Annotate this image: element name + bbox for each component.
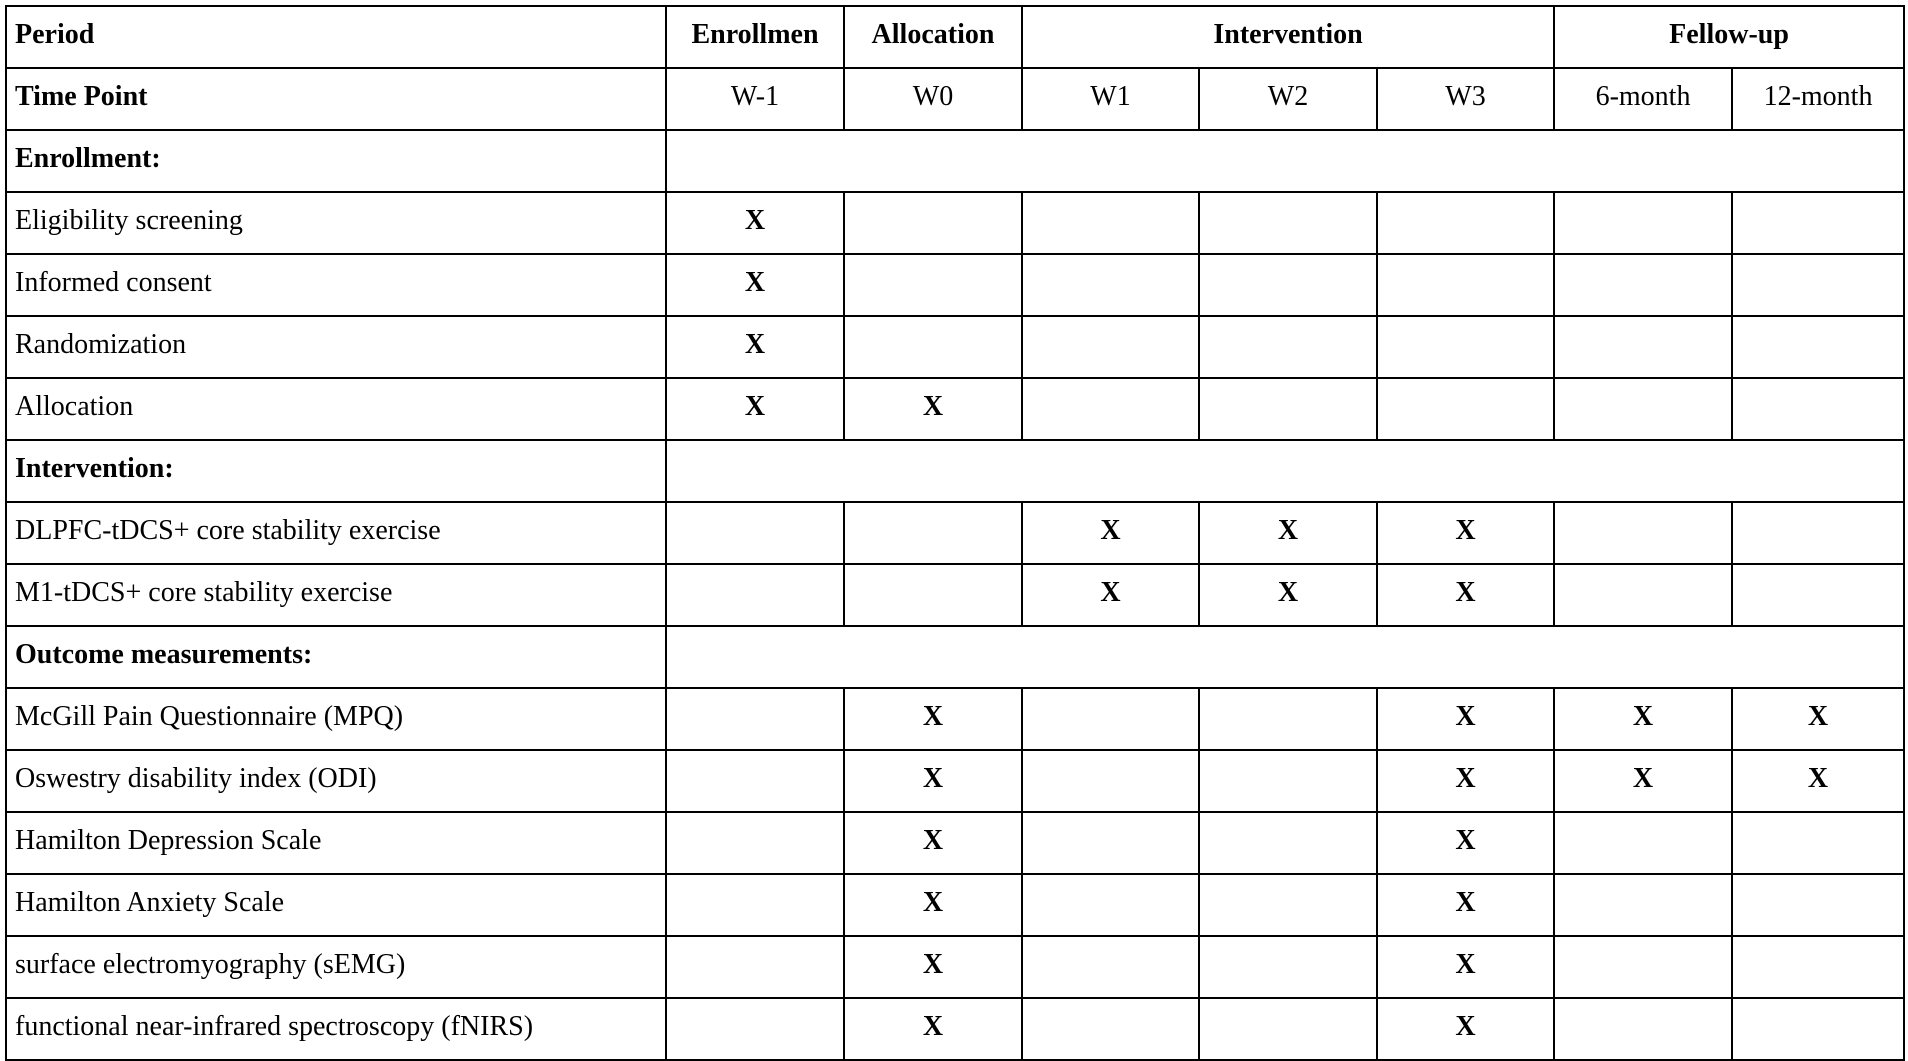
empty-cell: [666, 750, 844, 812]
empty-cell: [1732, 812, 1904, 874]
table-row: [6, 564, 1904, 626]
table-row: [6, 316, 1904, 378]
empty-cell: [1022, 688, 1199, 750]
section-title: Intervention:: [6, 440, 666, 502]
empty-cell: [1022, 192, 1199, 254]
timepoint-cell: 12-month: [1732, 68, 1904, 130]
empty-cell: [1022, 998, 1199, 1060]
section-header-row: [6, 130, 1904, 192]
empty-cell: [1199, 192, 1377, 254]
mark-cell: X: [666, 254, 844, 316]
empty-cell: [1732, 936, 1904, 998]
row-label: Randomization: [6, 316, 666, 378]
table-row: [6, 812, 1904, 874]
empty-cell: [1022, 316, 1199, 378]
mark-cell: X: [1377, 936, 1554, 998]
empty-cell: [1199, 688, 1377, 750]
row-label: Allocation: [6, 378, 666, 440]
mark-cell: X: [1199, 502, 1377, 564]
empty-cell: [1377, 316, 1554, 378]
empty-cell: [666, 688, 844, 750]
section-spacer: [666, 440, 1904, 502]
empty-cell: [1199, 316, 1377, 378]
schedule-table: [5, 5, 1905, 1061]
row-label: Hamilton Depression Scale: [6, 812, 666, 874]
empty-cell: [1732, 874, 1904, 936]
empty-cell: [1732, 564, 1904, 626]
mark-cell: X: [1554, 750, 1732, 812]
section-spacer: [666, 130, 1904, 192]
mark-cell: X: [1377, 564, 1554, 626]
mark-cell: X: [1377, 874, 1554, 936]
empty-cell: [1022, 378, 1199, 440]
mark-cell: X: [1554, 688, 1732, 750]
empty-cell: [1554, 254, 1732, 316]
empty-cell: [666, 564, 844, 626]
table-row: [6, 998, 1904, 1060]
timepoint-cell: W-1: [666, 68, 844, 130]
period-row: [6, 6, 1904, 68]
empty-cell: [1554, 564, 1732, 626]
table-row: [6, 378, 1904, 440]
row-label: Informed consent: [6, 254, 666, 316]
mark-cell: X: [1377, 502, 1554, 564]
timepoint-cell: W1: [1022, 68, 1199, 130]
empty-cell: [844, 502, 1022, 564]
mark-cell: X: [1732, 750, 1904, 812]
empty-cell: [1377, 254, 1554, 316]
timepoint-cell: 6-month: [1554, 68, 1732, 130]
mark-cell: X: [844, 874, 1022, 936]
empty-cell: [1732, 254, 1904, 316]
mark-cell: X: [1022, 502, 1199, 564]
empty-cell: [844, 316, 1022, 378]
empty-cell: [1732, 316, 1904, 378]
mark-cell: X: [1377, 688, 1554, 750]
row-label: surface electromyography (sEMG): [6, 936, 666, 998]
empty-cell: [1022, 254, 1199, 316]
row-label: Hamilton Anxiety Scale: [6, 874, 666, 936]
mark-cell: X: [1199, 564, 1377, 626]
empty-cell: [1554, 316, 1732, 378]
empty-cell: [1022, 750, 1199, 812]
table-row: [6, 750, 1904, 812]
table-row: [6, 936, 1904, 998]
mark-cell: X: [844, 812, 1022, 874]
mark-cell: X: [1022, 564, 1199, 626]
empty-cell: [1554, 378, 1732, 440]
empty-cell: [1554, 192, 1732, 254]
empty-cell: [666, 812, 844, 874]
table-row: [6, 502, 1904, 564]
timepoint-row: [6, 68, 1904, 130]
empty-cell: [1199, 378, 1377, 440]
mark-cell: X: [1377, 812, 1554, 874]
empty-cell: [1732, 192, 1904, 254]
table-row: [6, 254, 1904, 316]
row-label: DLPFC-tDCS+ core stability exercise: [6, 502, 666, 564]
table-row: [6, 192, 1904, 254]
period-follow-up: Fellow-up: [1554, 6, 1904, 68]
empty-cell: [844, 564, 1022, 626]
empty-cell: [1377, 378, 1554, 440]
empty-cell: [666, 998, 844, 1060]
section-title: Enrollment:: [6, 130, 666, 192]
empty-cell: [1554, 936, 1732, 998]
timepoint-cell: W0: [844, 68, 1022, 130]
empty-cell: [1022, 936, 1199, 998]
empty-cell: [1377, 192, 1554, 254]
empty-cell: [1554, 812, 1732, 874]
empty-cell: [1199, 874, 1377, 936]
empty-cell: [1554, 502, 1732, 564]
timepoint-label: Time Point: [6, 68, 666, 130]
timepoint-cell: W3: [1377, 68, 1554, 130]
empty-cell: [666, 874, 844, 936]
empty-cell: [844, 254, 1022, 316]
table-row: [6, 874, 1904, 936]
empty-cell: [1199, 750, 1377, 812]
mark-cell: X: [844, 936, 1022, 998]
section-spacer: [666, 626, 1904, 688]
period-allocation: Allocation: [844, 6, 1022, 68]
empty-cell: [1554, 874, 1732, 936]
mark-cell: X: [666, 316, 844, 378]
empty-cell: [844, 192, 1022, 254]
period-label: Period: [6, 6, 666, 68]
section-header-row: [6, 626, 1904, 688]
table-row: [6, 688, 1904, 750]
empty-cell: [1199, 936, 1377, 998]
mark-cell: X: [844, 688, 1022, 750]
mark-cell: X: [1732, 688, 1904, 750]
empty-cell: [1554, 998, 1732, 1060]
period-intervention: Intervention: [1022, 6, 1554, 68]
section-title: Outcome measurements:: [6, 626, 666, 688]
row-label: M1-tDCS+ core stability exercise: [6, 564, 666, 626]
row-label: functional near-infrared spectroscopy (fNIRS): [6, 998, 666, 1060]
empty-cell: [1022, 874, 1199, 936]
timepoint-cell: W2: [1199, 68, 1377, 130]
row-label: Eligibility screening: [6, 192, 666, 254]
empty-cell: [1732, 998, 1904, 1060]
empty-cell: [1199, 254, 1377, 316]
empty-cell: [1732, 502, 1904, 564]
row-label: McGill Pain Questionnaire (MPQ): [6, 688, 666, 750]
mark-cell: X: [844, 378, 1022, 440]
period-enrollment: Enrollmen: [666, 6, 844, 68]
empty-cell: [666, 502, 844, 564]
row-label: Oswestry disability index (ODI): [6, 750, 666, 812]
empty-cell: [1199, 812, 1377, 874]
mark-cell: X: [666, 192, 844, 254]
empty-cell: [1732, 378, 1904, 440]
empty-cell: [666, 936, 844, 998]
section-header-row: [6, 440, 1904, 502]
mark-cell: X: [844, 750, 1022, 812]
mark-cell: X: [666, 378, 844, 440]
empty-cell: [1199, 998, 1377, 1060]
mark-cell: X: [1377, 998, 1554, 1060]
mark-cell: X: [1377, 750, 1554, 812]
empty-cell: [1022, 812, 1199, 874]
mark-cell: X: [844, 998, 1022, 1060]
